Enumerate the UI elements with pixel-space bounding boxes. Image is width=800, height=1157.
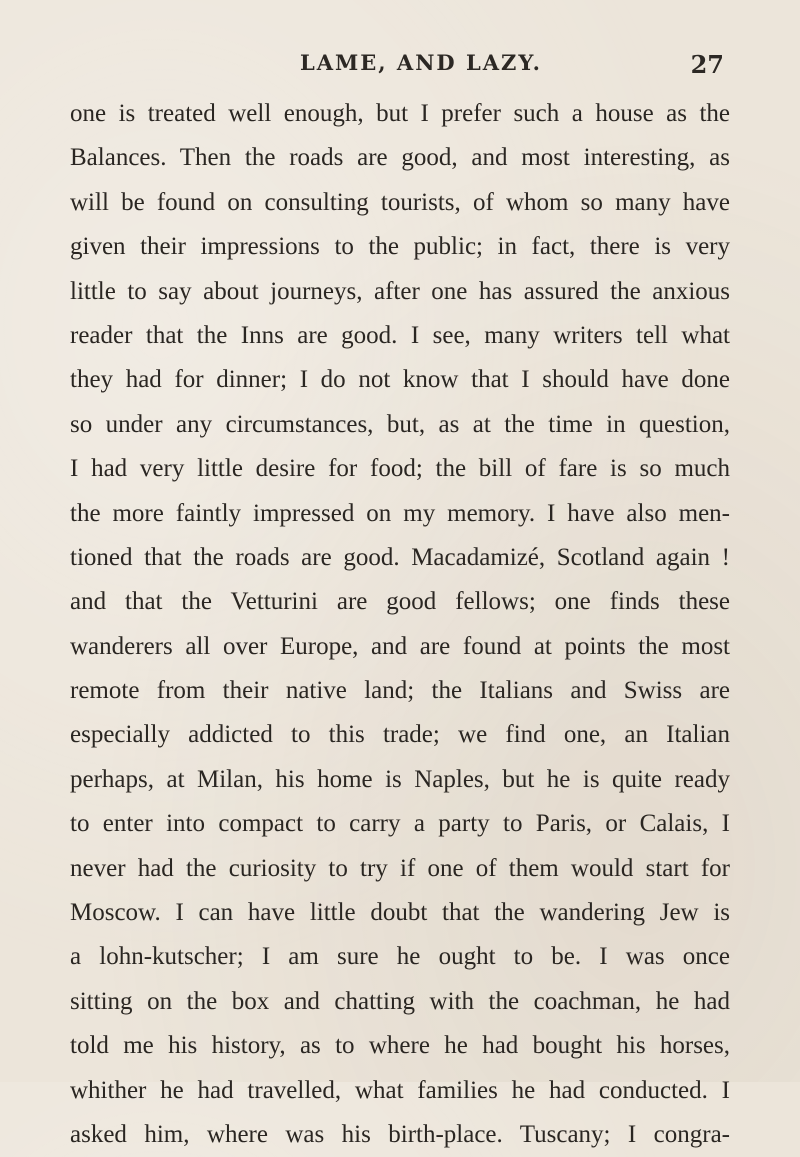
text-line: given their impressions to the public; in fact, there is very: [70, 233, 730, 261]
text-line: a lohn-kutscher; I am sure he ought to be. I was once: [70, 943, 730, 971]
text-line: told me his history, as to where he had bought his horses,: [70, 1032, 730, 1060]
text-line: asked him, where was his birth-place. Tuscany; I congra-: [70, 1120, 730, 1148]
text-line: so under any circumstances, but, as at the time in question,: [70, 410, 730, 438]
text-line: Balances. Then the roads are good, and most interesting, as: [70, 144, 730, 172]
text-line: Moscow. I can have little doubt that the wandering Jew is: [70, 899, 730, 927]
running-head-title: LAME, AND LAZY.: [300, 50, 542, 75]
text-line: little to say about journeys, after one has assured the anxious: [70, 277, 730, 305]
text-line: to enter into compact to carry a party to Paris, or Calais, I: [70, 810, 730, 838]
text-line: will be found on consulting tourists, of whom so many have: [70, 188, 730, 216]
text-line: remote from their native land; the Italians and Swiss are: [70, 677, 730, 705]
text-line: tioned that the roads are good. Macadamizé, Scotland again !: [70, 543, 730, 571]
text-line: they had for dinner; I do not know that I should have done: [70, 366, 730, 394]
text-line: I had very little desire for food; the bill of fare is so much: [70, 455, 730, 483]
body-text: [70, 92, 730, 1157]
running-head: [70, 50, 730, 82]
text-line: and that the Vetturini are good fellows; one finds these: [70, 588, 730, 616]
text-line: one is treated well enough, but I prefer such a house as the: [70, 100, 730, 127]
text-line: never had the curiosity to try if one of them would start for: [70, 854, 730, 882]
text-line: wanderers all over Europe, and are found at points the most: [70, 632, 730, 660]
text-line: the more faintly impressed on my memory. I have also men-: [70, 499, 730, 527]
page-number: 27: [690, 50, 724, 79]
text-line: perhaps, at Milan, his home is Naples, but he is quite ready: [70, 765, 730, 793]
text-line: whither he had travelled, what families he had conducted. I: [70, 1076, 730, 1104]
text-line: reader that the Inns are good. I see, many writers tell what: [70, 321, 730, 349]
text-line: especially addicted to this trade; we find one, an Italian: [70, 721, 730, 749]
text-line: sitting on the box and chatting with the coachman, he had: [70, 987, 730, 1015]
